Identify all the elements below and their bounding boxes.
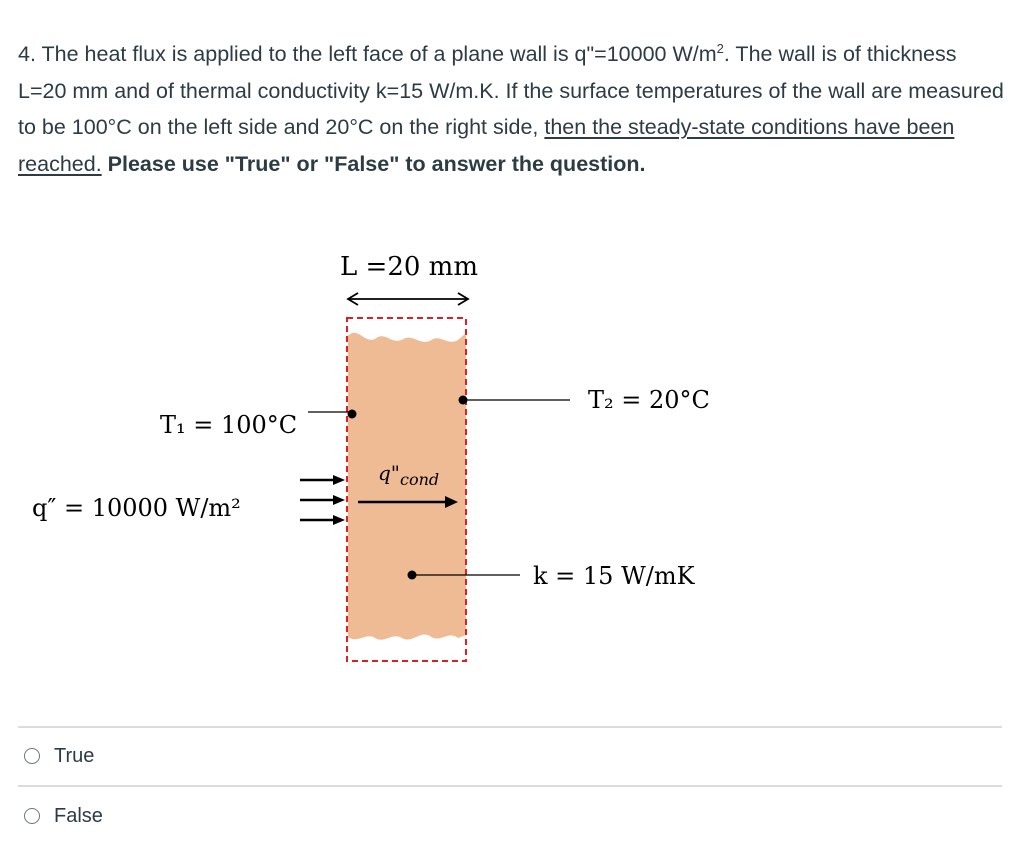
answer-divider-top bbox=[18, 726, 1002, 728]
radio-false[interactable] bbox=[24, 808, 40, 824]
question-instruction: Please use "True" or "False" to answer the question. bbox=[107, 151, 646, 176]
t1-point bbox=[348, 410, 357, 419]
t1-label: T₁ = 100°C bbox=[160, 411, 298, 439]
qcond-q: q" bbox=[378, 461, 401, 485]
question-text-part2: . The wall is of thickness L=20 mm and of thermal conductivity k=15 W/m.K. If the surface temperatures of the wall are measured to be 100°C on the left side and 20°C on the right side, bbox=[18, 42, 1004, 139]
t2-label: T₂ = 20°C bbox=[588, 386, 710, 414]
answer-label-true: True bbox=[54, 744, 95, 767]
k-label: k = 15 W/mK bbox=[533, 562, 695, 590]
radio-true[interactable] bbox=[24, 748, 40, 764]
answer-divider-middle bbox=[18, 785, 1002, 787]
question-underlined-text: then the steady-state conditions have been reached. bbox=[18, 115, 955, 176]
answer-option-false[interactable] bbox=[24, 801, 103, 831]
flux-arrows bbox=[300, 475, 345, 525]
question-text bbox=[18, 36, 1008, 182]
question-text-superscript: 2 bbox=[716, 40, 724, 56]
qcond-sub: cond bbox=[400, 470, 440, 489]
thickness-label: L =20 mm bbox=[340, 252, 478, 282]
flux-label: q″ = 10000 W/m² bbox=[32, 494, 241, 522]
plane-wall-figure bbox=[0, 240, 1024, 680]
answer-label-false: False bbox=[54, 804, 103, 827]
thickness-arrow bbox=[348, 293, 468, 305]
answer-option-true[interactable] bbox=[24, 741, 94, 771]
question-text-part1: 4. The heat flux is applied to the left face of a plane wall is q"=10000 W/m bbox=[18, 42, 717, 66]
